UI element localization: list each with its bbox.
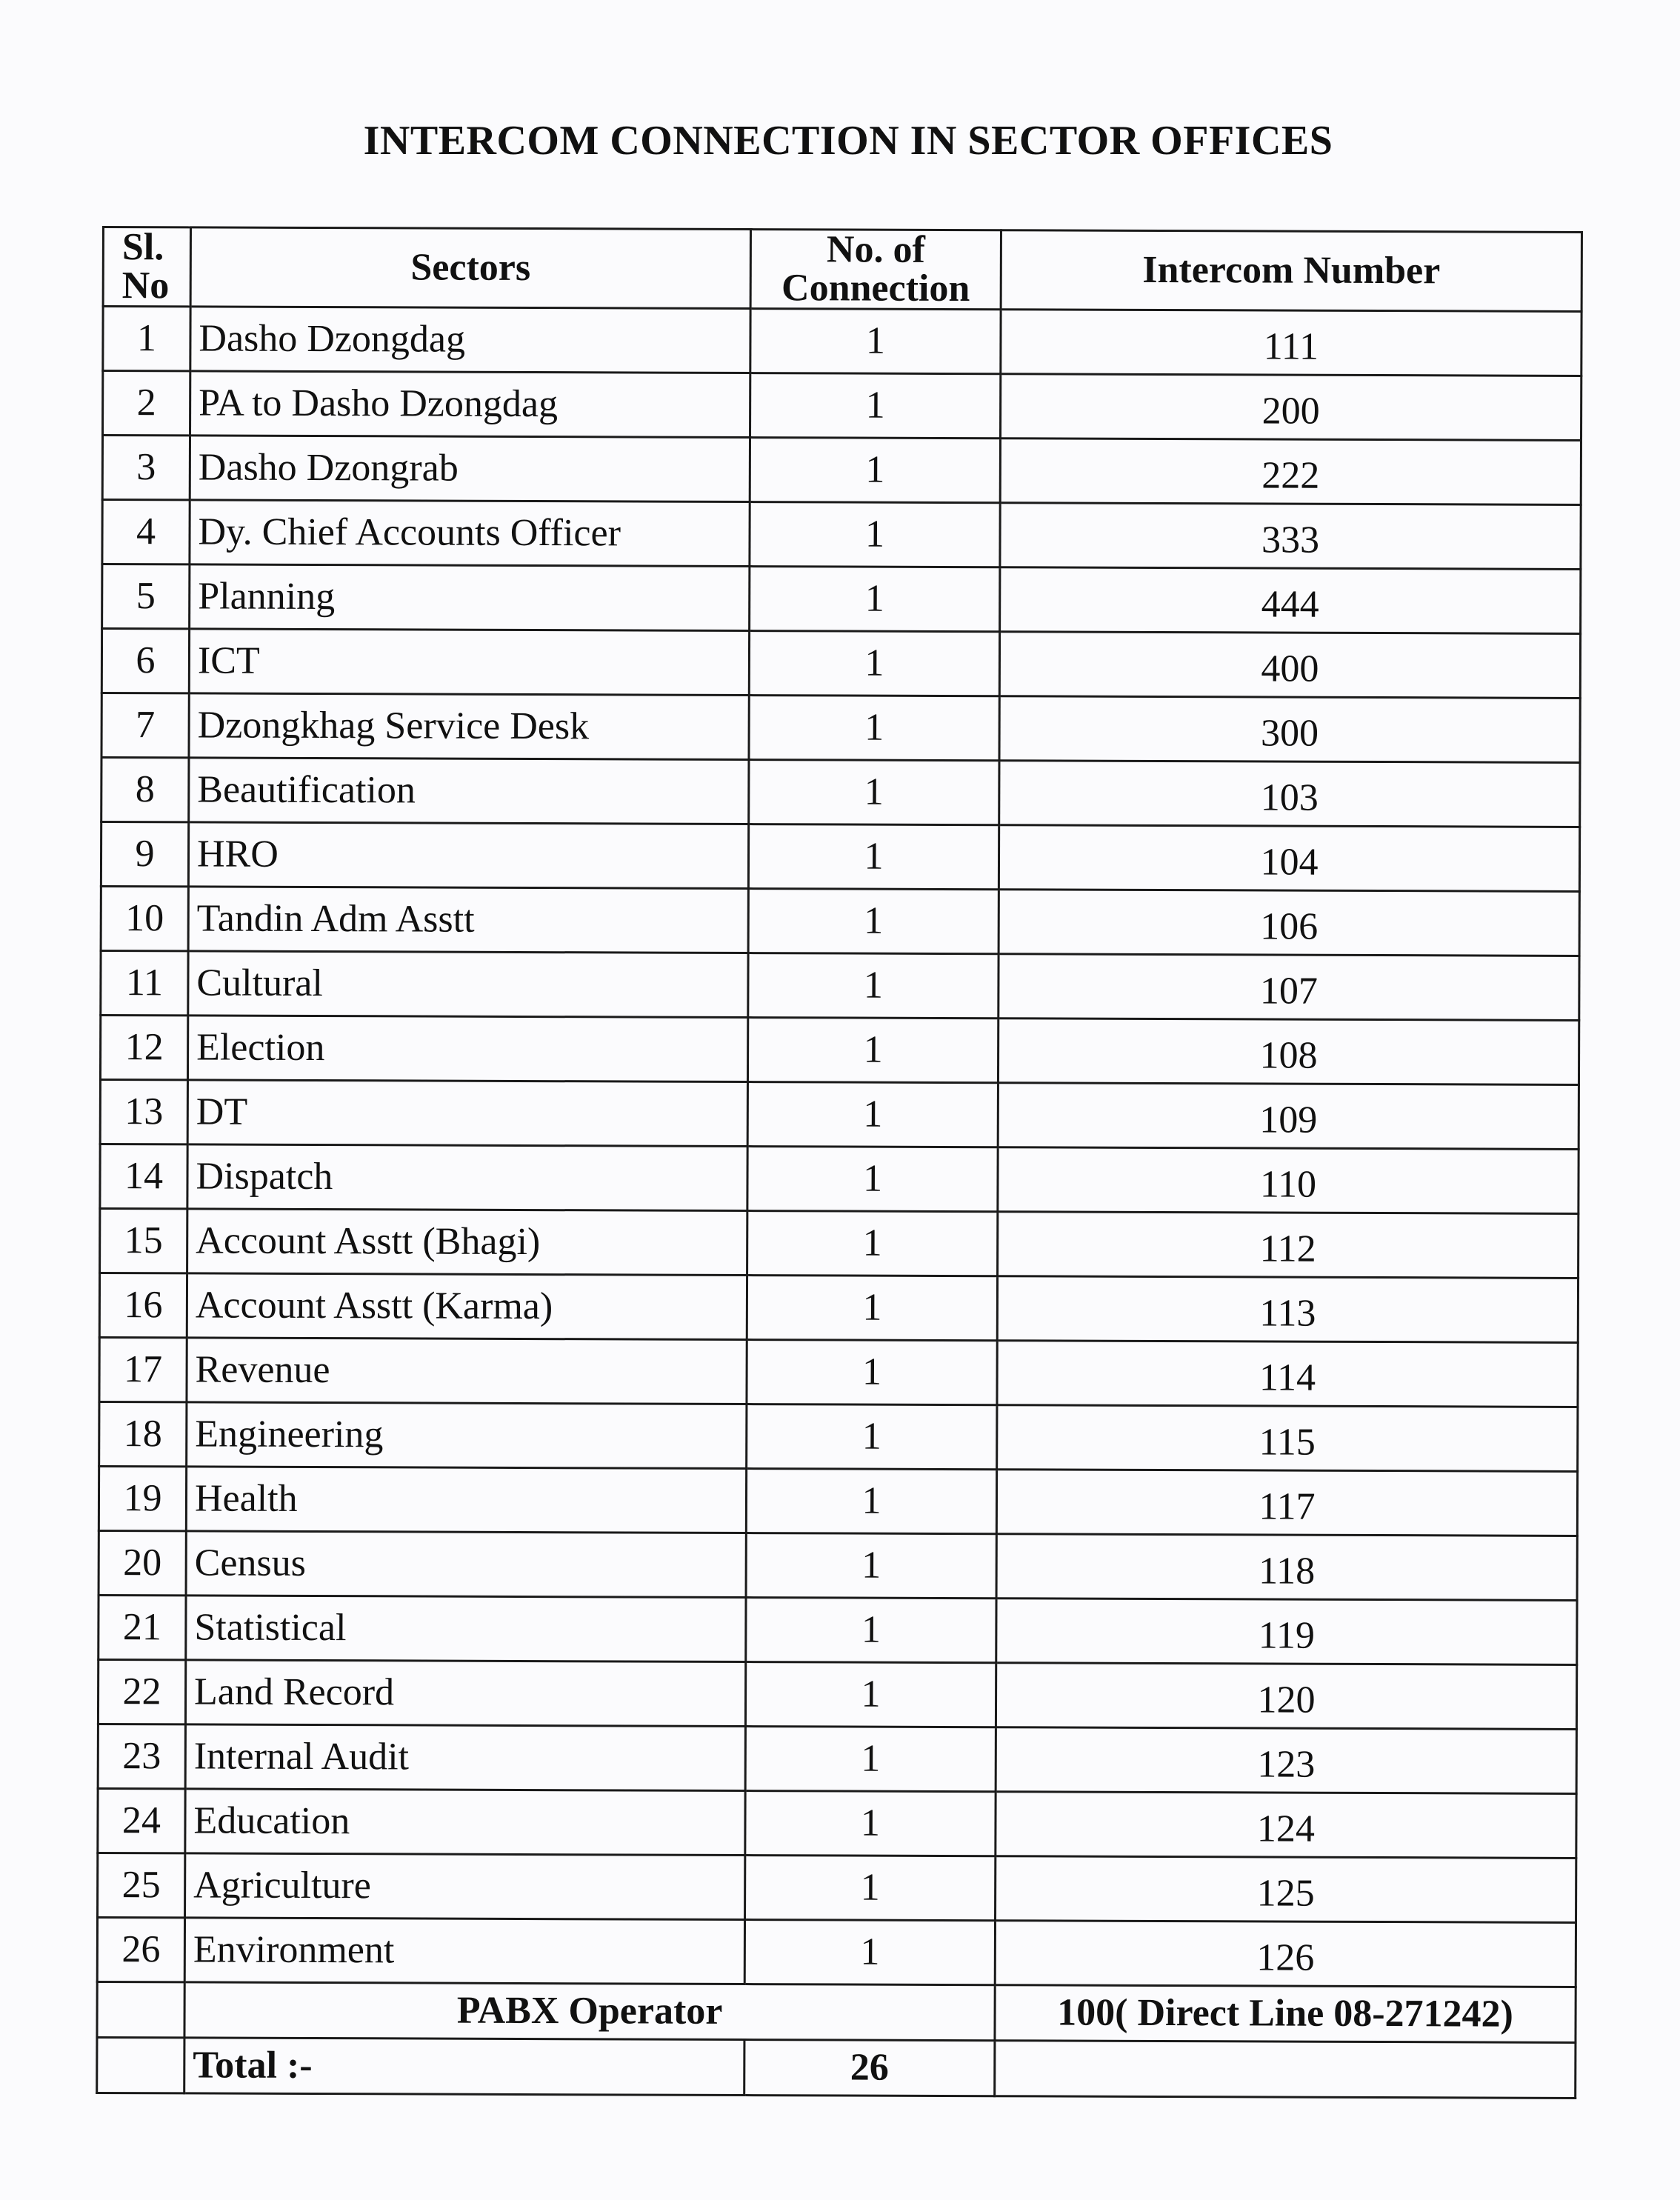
connection-cell: 1 — [747, 1018, 998, 1083]
sector-cell: Dasho Dzongdag — [190, 307, 750, 373]
intercom-cell: 222 — [1000, 439, 1581, 505]
sector-cell: Dispatch — [187, 1144, 747, 1211]
intercom-cell: 114 — [997, 1341, 1578, 1407]
sector-cell: Dzongkhag Service Desk — [189, 693, 749, 760]
sector-cell: DT — [187, 1080, 747, 1147]
header-sectors: Sectors — [190, 227, 750, 309]
intercom-cell: 200 — [1001, 374, 1581, 441]
intercom-cell: 115 — [997, 1405, 1578, 1472]
sl-cell: 23 — [98, 1724, 185, 1788]
connection-cell: 1 — [746, 1598, 996, 1663]
connection-cell: 1 — [747, 1276, 997, 1341]
connection-cell: 1 — [747, 1147, 998, 1212]
sector-cell: Engineering — [187, 1402, 747, 1469]
connection-cell: 1 — [746, 1469, 996, 1534]
sector-cell: Environment — [184, 1918, 744, 1984]
pabx-sl-cell — [97, 1981, 184, 2037]
table-row — [98, 1788, 1576, 1858]
connection-cell: 1 — [750, 567, 1000, 632]
table-row — [101, 693, 1580, 763]
intercom-cell: 106 — [999, 890, 1579, 956]
intercom-cell: 400 — [999, 632, 1580, 699]
intercom-cell: 120 — [996, 1663, 1576, 1730]
intercom-cell: 103 — [999, 761, 1580, 827]
header-sl-no: Sl. No — [103, 227, 190, 307]
sl-cell: 18 — [99, 1401, 187, 1466]
connection-cell: 1 — [750, 438, 1000, 503]
table-row — [98, 1853, 1576, 1922]
sector-cell: Tandin Adm Asstt — [188, 887, 748, 953]
connection-cell: 1 — [745, 1727, 996, 1792]
sector-cell: Land Record — [185, 1660, 745, 1727]
connection-cell: 1 — [746, 1533, 996, 1599]
table-row — [101, 629, 1580, 699]
sl-cell: 2 — [103, 371, 190, 436]
sl-cell: 11 — [101, 950, 188, 1015]
pabx-row — [97, 1981, 1576, 2042]
table-row — [101, 886, 1579, 956]
sector-cell: Planning — [190, 564, 750, 631]
connection-cell: 1 — [750, 502, 1000, 567]
sl-cell: 10 — [101, 886, 188, 950]
sl-cell: 21 — [99, 1595, 186, 1659]
intercom-cell: 444 — [1000, 567, 1581, 634]
table-header-row — [103, 227, 1581, 312]
sector-cell: Account Asstt (Karma) — [187, 1273, 747, 1340]
intercom-cell: 300 — [999, 696, 1580, 763]
table-row — [100, 1015, 1579, 1084]
intercom-cell: 112 — [998, 1212, 1579, 1279]
total-row — [97, 2037, 1576, 2098]
sl-cell: 9 — [101, 822, 188, 887]
sector-cell: PA to Dasho Dzongdag — [190, 371, 750, 438]
table-row — [98, 1659, 1576, 1729]
sl-cell: 19 — [99, 1466, 186, 1530]
sl-cell: 17 — [99, 1337, 187, 1401]
connection-cell: 1 — [744, 1920, 995, 1985]
table-row — [99, 1466, 1577, 1536]
sector-cell: Dasho Dzongrab — [190, 436, 750, 502]
intercom-cell: 110 — [998, 1147, 1579, 1214]
connection-cell: 1 — [749, 696, 999, 761]
sl-cell: 3 — [102, 436, 190, 500]
intercom-cell: 117 — [996, 1470, 1577, 1536]
total-label: Total :- — [184, 2038, 744, 2096]
pabx-number: 100( Direct Line 08-271242) — [995, 1985, 1576, 2043]
table-row — [103, 307, 1581, 376]
total-sl-cell — [97, 2037, 184, 2093]
sector-cell: Election — [187, 1016, 747, 1082]
page-title: INTERCOM CONNECTION IN SECTOR OFFICES — [363, 118, 1333, 164]
intercom-cell: 119 — [996, 1599, 1577, 1665]
sector-cell: ICT — [189, 629, 749, 696]
sl-cell: 1 — [103, 307, 190, 371]
table-row — [99, 1401, 1578, 1471]
connection-cell: 1 — [745, 1856, 996, 1921]
sector-cell: Census — [186, 1531, 746, 1598]
sector-cell: Agriculture — [185, 1853, 745, 1920]
connection-cell: 1 — [747, 1211, 998, 1276]
sl-cell: 24 — [98, 1788, 185, 1853]
intercom-cell: 124 — [996, 1792, 1576, 1859]
header-intercom-number: Intercom Number — [1001, 230, 1581, 312]
intercom-cell: 333 — [1000, 503, 1581, 570]
table-body — [97, 307, 1581, 1987]
intercom-cell: 118 — [996, 1534, 1577, 1601]
header-no-of-connection: No. of Connection — [750, 230, 1001, 310]
total-value: 26 — [744, 2040, 995, 2096]
table-row — [102, 500, 1581, 570]
sl-cell: 22 — [98, 1659, 185, 1724]
table-row — [101, 822, 1579, 892]
sector-cell: Health — [186, 1467, 746, 1533]
table-row — [100, 1079, 1579, 1149]
pabx-label: PABX Operator — [184, 1982, 995, 2041]
sector-cell: Cultural — [188, 951, 748, 1018]
sector-cell: Revenue — [187, 1338, 747, 1404]
table-row — [102, 436, 1581, 505]
table-row — [101, 758, 1580, 827]
table-row — [98, 1724, 1576, 1793]
intercom-table — [96, 226, 1583, 2099]
sl-cell: 15 — [100, 1208, 187, 1273]
connection-cell: 1 — [748, 953, 999, 1019]
sector-cell: Dy. Chief Accounts Officer — [190, 500, 750, 567]
total-intercom-cell — [995, 2041, 1576, 2099]
sl-cell: 26 — [97, 1917, 184, 1981]
sl-cell: 6 — [101, 629, 189, 693]
sl-cell: 25 — [98, 1853, 185, 1917]
intercom-cell: 113 — [997, 1276, 1578, 1343]
intercom-cell: 108 — [998, 1019, 1579, 1085]
connection-cell: 1 — [749, 760, 999, 825]
intercom-cell: 125 — [996, 1856, 1576, 1923]
sector-cell: Education — [185, 1789, 745, 1856]
sector-cell: Beautification — [189, 758, 749, 824]
sector-cell: Statistical — [186, 1596, 746, 1662]
sl-cell: 12 — [100, 1015, 187, 1079]
connection-cell: 1 — [745, 1791, 996, 1856]
connection-cell: 1 — [747, 1404, 997, 1470]
connection-cell: 1 — [749, 631, 999, 696]
table-row — [99, 1530, 1577, 1600]
table-row — [99, 1337, 1578, 1407]
sector-cell: Account Asstt (Bhagi) — [187, 1209, 747, 1276]
table-row — [100, 1208, 1579, 1278]
intercom-cell: 126 — [995, 1921, 1576, 1987]
connection-cell: 1 — [745, 1662, 996, 1727]
sl-cell: 20 — [99, 1530, 186, 1595]
sector-cell: Internal Audit — [185, 1724, 745, 1791]
connection-cell: 1 — [748, 889, 999, 954]
table-row — [99, 1273, 1578, 1342]
connection-cell: 1 — [750, 309, 1001, 374]
connection-cell: 1 — [750, 373, 1001, 439]
sl-cell: 14 — [100, 1144, 187, 1208]
intercom-cell: 111 — [1001, 310, 1581, 376]
connection-cell: 1 — [747, 1340, 997, 1405]
table-row — [102, 564, 1581, 634]
table-row — [103, 371, 1581, 441]
table-row — [100, 1144, 1579, 1213]
sl-cell: 4 — [102, 500, 190, 564]
table-row — [99, 1595, 1577, 1664]
sector-cell: HRO — [188, 822, 748, 889]
table-row — [101, 950, 1579, 1020]
intercom-cell: 109 — [998, 1083, 1579, 1150]
sl-cell: 5 — [102, 564, 190, 629]
sl-cell: 7 — [101, 693, 189, 758]
sl-cell: 16 — [99, 1273, 187, 1337]
sl-cell: 13 — [100, 1079, 187, 1144]
connection-cell: 1 — [748, 824, 999, 890]
table-row — [97, 1917, 1576, 1987]
sl-cell: 8 — [101, 758, 189, 822]
intercom-cell: 123 — [996, 1727, 1576, 1794]
connection-cell: 1 — [747, 1082, 998, 1147]
intercom-cell: 107 — [999, 954, 1579, 1021]
intercom-cell: 104 — [999, 825, 1579, 892]
